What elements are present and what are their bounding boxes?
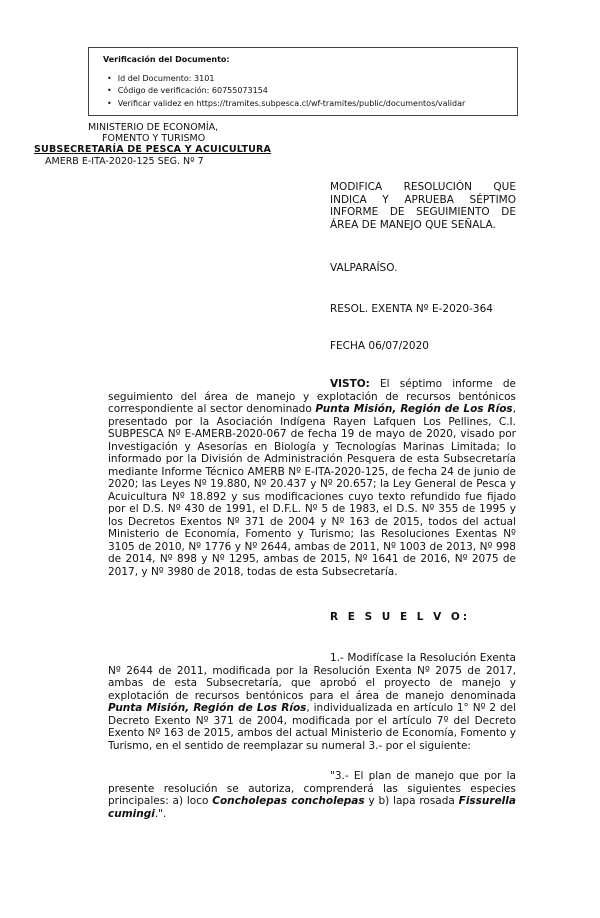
verification-link[interactable]: • Verificar validez en https://tramites.subpesca.cl/wf-tramites/public/documentos/validar: [103, 98, 503, 111]
species-lapa: Fissurella cumingi: [108, 795, 516, 820]
resolution-number: RESOL. EXENTA Nº E-2020-364: [330, 303, 493, 315]
visto-text-2: , presentado por la Asociación Indígena Rayen Lafquen Los Pellines, C.I. SUBPESCA Nº E-AMERB-2020-067 de fecha 19 de mayo de 2020, visado por Investigación y Asesorías en Biología y Tecnologías Marinas Limitada; lo informado por la División de Administración Pesquera de esta Subsecretaría mediante Informe Técnico AMERB Nº E-ITA-2020-125, de fecha 24 de junio de 2020; las Leyes Nº 19.880, Nº 20.437 y Nº 20.657; la Ley General de Pesca y Acuicultura Nº 18.892 y sus modificaciones cuyo texto refundido fue fijado por el D.S. Nº 430 de 1991, el D.F.L. Nº 5 de 1983, el D.S. Nº 355 de 1995 y los Decretos Exentos Nº 371 de 2004 y Nº 163 de 2015, todos del actual Ministerio de Economía, Fomento y Turismo; las Resoluciones Exentas Nº 3105 de 2010, Nº 1776 y Nº 2644, ambas de 2011, Nº 1003 de 2013, Nº 998 de 2014, Nº 898 y Nº 1295, ambas de 2015, Nº 1641 de 2016, Nº 2075 de 2017, y Nº 3980 de 2018, todas de esta Subsecretaría.: [108, 403, 517, 578]
ministry-line2: FOMENTO Y TURISMO: [102, 133, 206, 144]
numeral-3-text-1: "3.- El plan de manejo que por la presente resolución se autoriza, comprenderá las siguientes especies principales: a) loco: [108, 770, 516, 807]
article-1-text-2: , individualizada en artículo 1° Nº 2 del Decreto Exento Nº 371 de 2004, modificada por el artículo 7º del Decreto Exento Nº 163 de 2015, ambos del actual Ministerio de Economía, Fomento y Turismo, en el sentido de reemplazar su numeral 3.- por el siguiente:: [108, 702, 516, 752]
verification-code: • Código de verificación: 60755073154: [103, 85, 503, 98]
visto-place: Punta Misión, Región de Los Ríos: [315, 403, 513, 415]
resuelvo-heading: R E S U E L V O:: [330, 611, 471, 623]
visto-text-1: El séptimo informe de seguimiento del área de manejo y explotación de recursos bentónicos correspondiente al sector denominado: [108, 378, 516, 415]
document-id: • Id del Documento: 3101: [103, 73, 503, 86]
article-1-text-1: 1.- Modifícase la Resolución Exenta Nº 2644 de 2011, modificada por la Resolución Exenta Nº 2075 de 2017, ambas de esta Subsecretaría, que aprobó el proyecto de manejo y explotación de recursos bentónicos para el área de manejo denominada: [108, 652, 516, 702]
verification-title: Verificación del Documento:: [103, 55, 230, 64]
species-loco: Concholepas concholepas: [212, 795, 365, 807]
article-1-place: Punta Misión, Región de Los Ríos: [108, 702, 307, 714]
reference-number: AMERB E-ITA-2020-125 SEG. Nº 7: [45, 156, 204, 167]
subsecretaria-heading: SUBSECRETARÍA DE PESCA Y ACUICULTURA: [34, 144, 272, 155]
numeral-3-text-3: .".: [154, 807, 167, 820]
city: VALPARAÍSO.: [330, 262, 398, 274]
numeral-3-paragraph: [108, 770, 516, 820]
visto-label: VISTO:: [330, 378, 370, 390]
verification-box: [88, 47, 518, 116]
article-1-paragraph: [108, 652, 516, 752]
resolution-date: FECHA 06/07/2020: [330, 340, 429, 352]
ministry-line1: MINISTERIO DE ECONOMÍA,: [88, 122, 219, 133]
verification-list: [103, 73, 503, 111]
numeral-3-text-2: y b) lapa rosada: [364, 795, 459, 807]
resolution-title: MODIFICA RESOLUCIÓN QUE INDICA Y APRUEBA SÉPTIMO INFORME DE SEGUIMIENTO DE ÁREA DE MANEJO QUE SEÑALA.: [330, 181, 516, 231]
visto-paragraph: [108, 378, 516, 578]
